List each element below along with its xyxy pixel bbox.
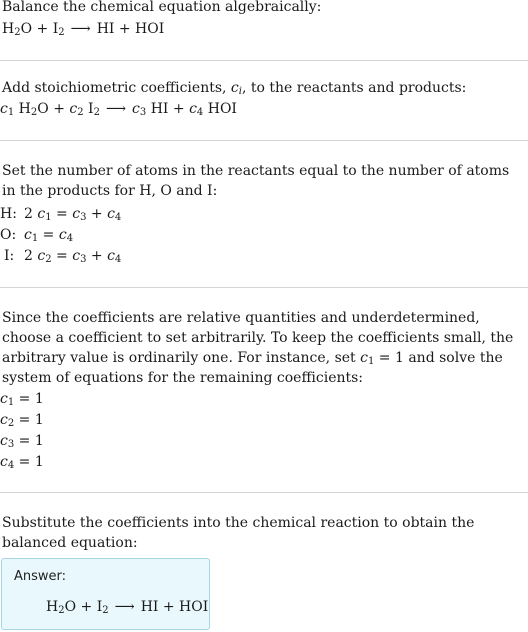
lhs-factor: 2 [24,206,38,222]
step1-eq-h-sub: 2 [14,27,21,38]
term-hoi: HOI [203,101,237,117]
result-c3 [0,431,44,451]
step4-intro-a: Since the coefficients are relative quantities and underdetermined, choose a coefficient to set arbitrarily. To keep the coefficients small, the arbitrary value is ordinarily one. For instance, set [2,310,514,366]
answer-box [1,558,210,630]
value: = 1 [14,412,44,428]
coef: c [37,248,46,264]
step3-intro: Set the number of atoms in the reactants equal to the number of atoms in the products for H, O and I: [2,163,510,199]
coef-sub: 2 [7,418,15,429]
reaction-arrow: ⟶ [114,599,135,615]
divider [0,287,528,288]
atom-label: I: [4,248,15,264]
reaction-arrow: ⟶ [70,21,91,37]
coef-sub: 3 [80,254,87,265]
set-coef: c [360,350,368,366]
coef-c4-sub: 4 [196,107,204,118]
ans-i-sub: 2 [102,605,109,616]
reaction-arrow: ⟶ [105,101,127,117]
coef-sub: 3 [7,439,15,450]
value: = 1 [14,391,44,407]
step1-eq-h: H [2,21,15,37]
step2-intro-b: , to the reactants and products: [241,80,467,96]
answer-label: Answer: [14,569,67,584]
step5-intro: Substitute the coefficients into the chemical reaction to obtain the balanced equation: [2,515,475,551]
value: = 1 [14,454,44,470]
atom-row-h [0,204,121,224]
coef: c [0,412,8,428]
lhs-factor: 2 [24,248,38,264]
equals: = [38,227,59,243]
coef: c [0,391,8,407]
coef: c [37,206,46,222]
coef-c3-sub: 3 [139,107,147,118]
step2-equation [0,99,237,119]
term-h-sub: 2 [30,107,38,118]
divider [0,140,528,141]
coef-c1: c [0,101,8,117]
coef: c [58,227,67,243]
step1-intro: Balance the chemical equation algebraically: [2,0,322,15]
result-c2 [0,410,44,430]
step1-eq-i-sub: 2 [58,27,65,38]
coef-c1-sub: 1 [7,107,15,118]
step2-intro [2,78,466,98]
term-h: H [14,101,31,117]
coef-sub: 4 [66,233,74,244]
coef-c2: c [69,101,78,117]
coef: c [107,248,115,264]
term-hi: HI + [146,101,190,117]
answer-equation [46,597,208,617]
result-c1 [0,389,44,409]
coef: c [0,433,8,449]
coef-sub: i [238,86,242,97]
step1-eq-oi: O + I [20,21,59,37]
atom-row-i [0,246,121,266]
term-o: O + [37,101,70,117]
coef-sub: 1 [7,397,15,408]
plus: + [86,206,108,222]
coef: c [24,227,32,243]
result-c4 [0,452,44,472]
coef-sub: 4 [114,254,122,265]
step1-eq-products: HI + HOI [96,21,165,37]
coef-sub: 2 [45,254,52,265]
coef-sub: 1 [31,233,39,244]
set-coef-sub: 1 [367,356,375,367]
divider [0,492,528,493]
coef: c [72,206,81,222]
ans-oi: O + I [64,599,103,615]
ans-h: H [46,599,59,615]
coef-sub: 4 [114,212,122,223]
coef: c [72,248,81,264]
ans-h-sub: 2 [58,605,65,616]
atom-label: H: [0,206,17,222]
equals: = [51,248,73,264]
term-i-sub: 2 [93,107,100,118]
step4-intro [2,308,526,388]
atom-row-o [0,225,73,245]
equals: = [51,206,73,222]
coef-sub: 3 [80,212,87,223]
coef-c3: c [132,101,140,117]
plus: + [86,248,108,264]
coef: c [107,206,115,222]
divider [0,60,528,61]
value: = 1 [14,433,44,449]
term-i: I [83,101,94,117]
step2-intro-a: Add stoichiometric coefficients, [2,80,231,96]
ans-products: HI + HOI [140,599,209,615]
atom-label: O: [0,227,17,243]
coef-sub: 4 [7,460,15,471]
step4-intro-b: = 1 and solve the system of equations for the remaining coefficients: [2,350,503,386]
coef: c [0,454,8,470]
coef-c2-sub: 2 [77,107,84,118]
coef-symbol: c [230,80,239,96]
step1-equation [2,19,164,39]
coef-sub: 1 [45,212,52,223]
coef-c4: c [189,101,197,117]
